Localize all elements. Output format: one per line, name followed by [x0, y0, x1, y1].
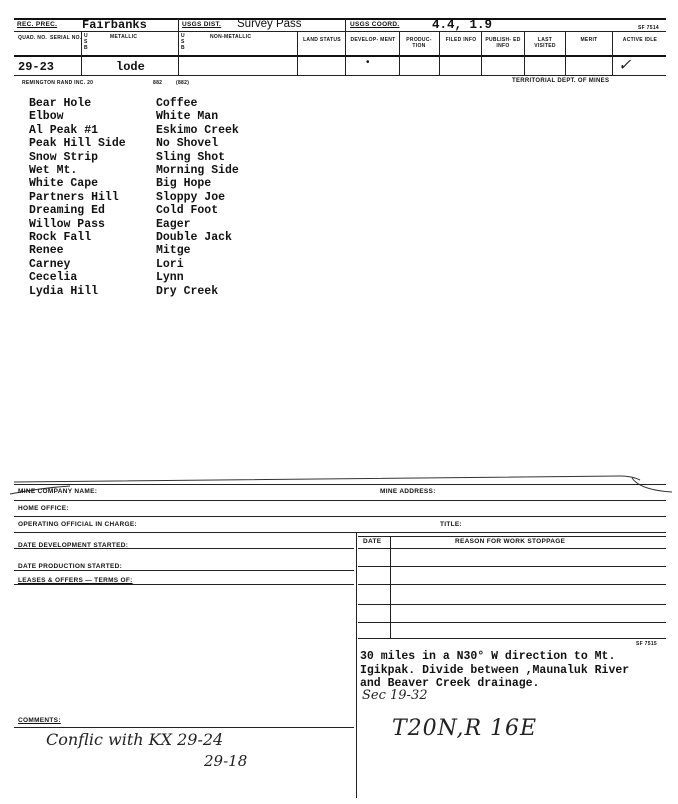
list-item: Eager [156, 217, 191, 231]
list-item: Cecelia [29, 271, 78, 285]
date-development-started-label: DATE DEVELOPMENT STARTED: [18, 542, 129, 549]
list-item: Mitge [156, 244, 191, 258]
form-number-bottom: SF 7515 [636, 641, 658, 647]
print-code-1: 882 [153, 80, 163, 86]
list-item: Wet Mt. [29, 164, 78, 178]
list-item: Willow Pass [29, 217, 105, 231]
list-item: Dreaming Ed [29, 204, 105, 218]
col-serial-no: SERIAL NO. [50, 35, 82, 41]
handwritten-township-range: T20N,R 16E [392, 716, 538, 741]
list-item: Morning Side [156, 164, 239, 178]
list-item: Lori [156, 257, 184, 271]
list-item: No Shovel [156, 137, 219, 151]
handwritten-comment: Conflic with KX 29-24 [46, 730, 224, 749]
col-production: PRODUC- TION [406, 37, 432, 49]
reason-column-label: REASON FOR WORK STOPPAGE [455, 538, 566, 545]
list-item: Eskimo Creek [156, 123, 239, 137]
mine-company-name-label: MINE COMPANY NAME: [18, 488, 98, 495]
list-item: Peak Hill Side [29, 137, 126, 151]
usgs-coord-value: 4.4, 1.9 [432, 18, 493, 32]
printer-imprint: REMINGTON RAND INC. 20 [22, 80, 94, 86]
mine-address-label: MINE ADDRESS: [380, 488, 436, 495]
col-filed-info: FILED INFO [445, 37, 477, 43]
note-line: Igikpak. Divide between ,Maunaluk River [360, 663, 630, 677]
rec-prec-value: Fairbanks [82, 18, 147, 32]
date-column-label: DATE [363, 538, 382, 545]
title-label: TITLE: [440, 521, 463, 528]
list-item: White Man [156, 110, 219, 124]
list-item: Renee [29, 244, 64, 258]
leases-label: LEASES & OFFERS — TERMS OF: [18, 577, 133, 584]
operating-official-label: OPERATING OFFICIAL IN CHARGE: [18, 521, 137, 528]
location-note [360, 650, 629, 691]
date-production-started-label: DATE PRODUCTION STARTED: [18, 563, 123, 570]
deposit-type-value: lode [116, 60, 145, 74]
quad-serial-value: 29-23 [18, 60, 55, 74]
handwritten-comment-2: 29-18 [204, 752, 248, 770]
home-office-label: HOME OFFICE: [18, 505, 69, 512]
list-item: Elbow [29, 110, 64, 124]
col-active-idle: ACTIVE IDLE [622, 37, 658, 43]
col-last-visited: LAST VISITED [534, 37, 556, 49]
col-published-info: PUBLISH- ED INFO [485, 37, 521, 49]
list-item: Lydia Hill [29, 284, 99, 298]
list-item: Lynn [156, 271, 184, 285]
card-edge [0, 468, 678, 498]
rec-prec-label: REC. PREC. [17, 21, 58, 28]
col-development: DEVELOP- MENT [350, 37, 396, 43]
list-item: Double Jack [156, 231, 232, 245]
claims-list-right [156, 97, 239, 298]
note-line: 30 miles in a N30° W direction to Mt. [360, 650, 616, 663]
note-line: and Beaver Creek drainage. [360, 677, 540, 691]
development-mark: • [366, 57, 370, 68]
col-metallic: METALLIC [110, 34, 138, 40]
col-quad-no: QUAD. NO. [18, 35, 48, 41]
usgs-dist-value: Survey Pass [237, 18, 302, 30]
list-item: Snow Strip [29, 150, 99, 164]
agency-imprint: TERRITORIAL DEPT. OF MINES [512, 78, 610, 84]
list-item: Bear Hole [29, 97, 92, 110]
form-number-top: SF 7514 [638, 25, 660, 31]
col-usb: U S B [84, 33, 88, 51]
list-item: Partners Hill [29, 190, 119, 204]
col-non-metallic: NON-METALLIC [210, 34, 252, 40]
list-item: Coffee [156, 97, 198, 110]
list-item: Sloppy Joe [156, 190, 226, 204]
list-item: Carney [29, 257, 71, 271]
list-item: White Cape [29, 177, 99, 191]
comments-label: COMMENTS: [18, 717, 61, 724]
list-item: Dry Creek [156, 284, 219, 298]
col-merit: MERIT [580, 37, 598, 43]
list-item: Big Hope [156, 177, 212, 191]
col-usb-2: U S B [181, 33, 185, 51]
claims-list-left [29, 97, 126, 298]
handwritten-section: Sec 19-32 [362, 688, 428, 703]
list-item: Rock Fall [29, 231, 92, 245]
checkmark-icon: ✓ [618, 55, 632, 74]
usgs-dist-label: USGS DIST. [182, 21, 222, 28]
list-item: Sling Shot [156, 150, 226, 164]
col-land-status: LAND STATUS [303, 37, 341, 43]
print-code-2: (882) [176, 80, 190, 86]
usgs-coord-label: USGS COORD. [350, 21, 400, 28]
list-item: Cold Foot [156, 204, 219, 218]
list-item: Al Peak #1 [29, 123, 99, 137]
